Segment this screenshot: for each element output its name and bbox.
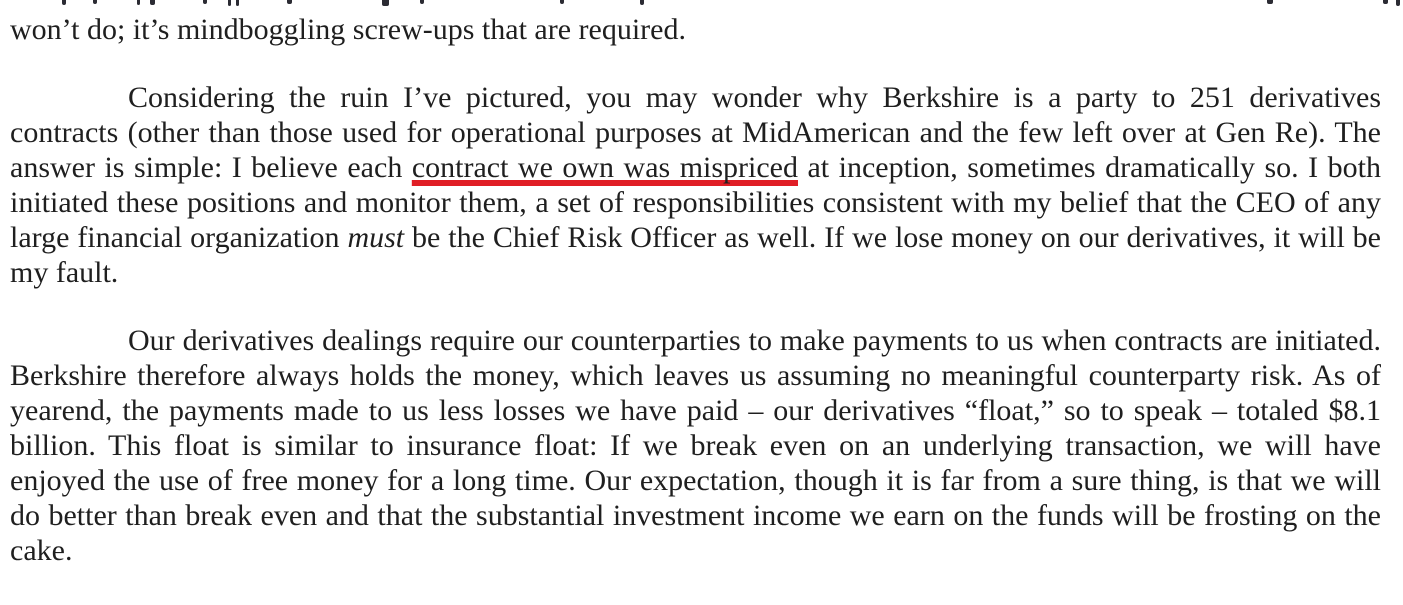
paragraph-screwups bbox=[10, 12, 1381, 47]
text-segment: at inception, sometimes dramatically so. I both initiated these positions and monitor them, a set of responsibilities consistent with my belief that the CEO of any large financial organization bbox=[10, 151, 1381, 254]
text-segment: be the Chief Risk Officer as well. If we lose money on our derivatives, it will be my fault. bbox=[10, 221, 1381, 289]
text-segment: Considering the ruin I’ve pictured, you may wonder why Berkshire is a party to 251 derivatives contracts (other than those used for operational purposes at MidAmerican and the few left over at Gen Re). The answer is simple: I believe each bbox=[10, 81, 1381, 184]
red-underlined-phrase: contract we own was mispriced bbox=[411, 151, 798, 184]
paragraph-derivatives-contracts bbox=[10, 80, 1381, 290]
text-segment: Our derivatives dealings require our counterparties to make payments to us when contracts are initiated. Berkshire therefore always holds the money, which leaves us assuming no meaningful counterparty risk. As of yearend, the payments made to us less losses we have paid – our derivatives “float,” so to speak – totaled $8.1 billion. This float is similar to insurance float: If we break even on an underlying transaction, we will have enjoyed the use of free money for a long time. Our expectation, though it is far from a sure thing, is that we will do better than break even and that the substantial investment income we earn on the funds will be frosting on the cake. bbox=[10, 324, 1381, 567]
text-segment: won’t do; it’s mindboggling screw-ups that are required. bbox=[10, 13, 686, 46]
italic-word: must bbox=[347, 221, 405, 254]
paragraph-derivatives-float bbox=[10, 323, 1381, 568]
